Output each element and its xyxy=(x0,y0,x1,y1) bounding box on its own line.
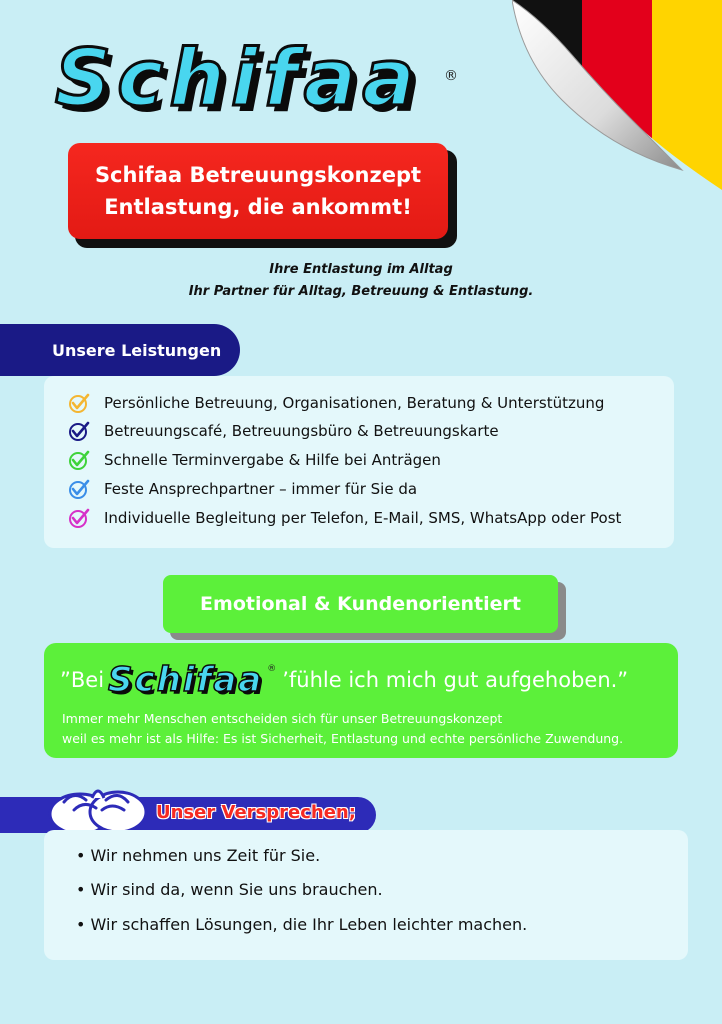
check-circle-icon xyxy=(68,507,90,529)
quote-start: ”Bei xyxy=(60,668,105,692)
promise-item: • Wir nehmen uns Zeit für Sie. xyxy=(76,846,321,865)
quote-registered-mark: ® xyxy=(267,664,277,674)
check-circle-icon xyxy=(68,478,90,500)
service-item xyxy=(68,449,441,471)
quote-logo: Schifaa xyxy=(108,660,264,700)
promise-item: • Wir schaffen Lösungen, die Ihr Leben leichter machen. xyxy=(76,915,528,934)
promise-item: • Wir sind da, wenn Sie uns brauchen. xyxy=(76,880,383,899)
emotional-label: Emotional & Kundenorientiert xyxy=(163,575,558,633)
service-label: Feste Ansprechpartner – immer für Sie da xyxy=(104,480,418,498)
service-label: Persönliche Betreuung, Organisationen, Beratung & Unterstützung xyxy=(104,394,605,412)
tagline-line1: Ihre Entlastung im Alltag xyxy=(269,262,453,277)
services-heading: Unsere Leistungen xyxy=(0,324,240,376)
service-item xyxy=(68,478,417,500)
headline-line1: Schifaa Betreuungskonzept xyxy=(94,163,422,187)
service-label: Betreuungscafé, Betreuungsbüro & Betreuungskarte xyxy=(104,422,499,440)
check-circle-icon xyxy=(68,392,90,414)
testimonial-line1: Immer mehr Menschen entscheiden sich für unser Betreuungskonzept xyxy=(62,711,503,726)
service-label: Schnelle Terminvergabe & Hilfe bei Anträgen xyxy=(104,451,441,469)
testimonial-quote xyxy=(60,660,628,700)
check-circle-icon xyxy=(68,420,90,442)
promise-heading: Unser Versprechen; xyxy=(156,802,356,823)
testimonial-line2: weil es mehr ist als Hilfe: Es ist Sicherheit, Entlastung und echte persönliche Zuwendung. xyxy=(62,731,624,746)
check-circle-icon xyxy=(68,449,90,471)
registered-mark: ® xyxy=(444,68,458,84)
service-item xyxy=(68,392,604,414)
tagline-line2: Ihr Partner für Alltag, Betreuung & Entlastung. xyxy=(188,284,534,299)
headline-banner xyxy=(68,143,448,239)
logo: Schifaa xyxy=(55,34,421,124)
quote-end: ’fühle ich mich gut aufgehoben.” xyxy=(282,668,629,692)
headline-line2: Entlastung, die ankommt! xyxy=(104,195,412,219)
service-item xyxy=(68,420,499,442)
german-flag-corner xyxy=(512,0,722,190)
service-item xyxy=(68,507,621,529)
service-label: Individuelle Begleitung per Telefon, E-Mail, SMS, WhatsApp oder Post xyxy=(104,509,622,527)
